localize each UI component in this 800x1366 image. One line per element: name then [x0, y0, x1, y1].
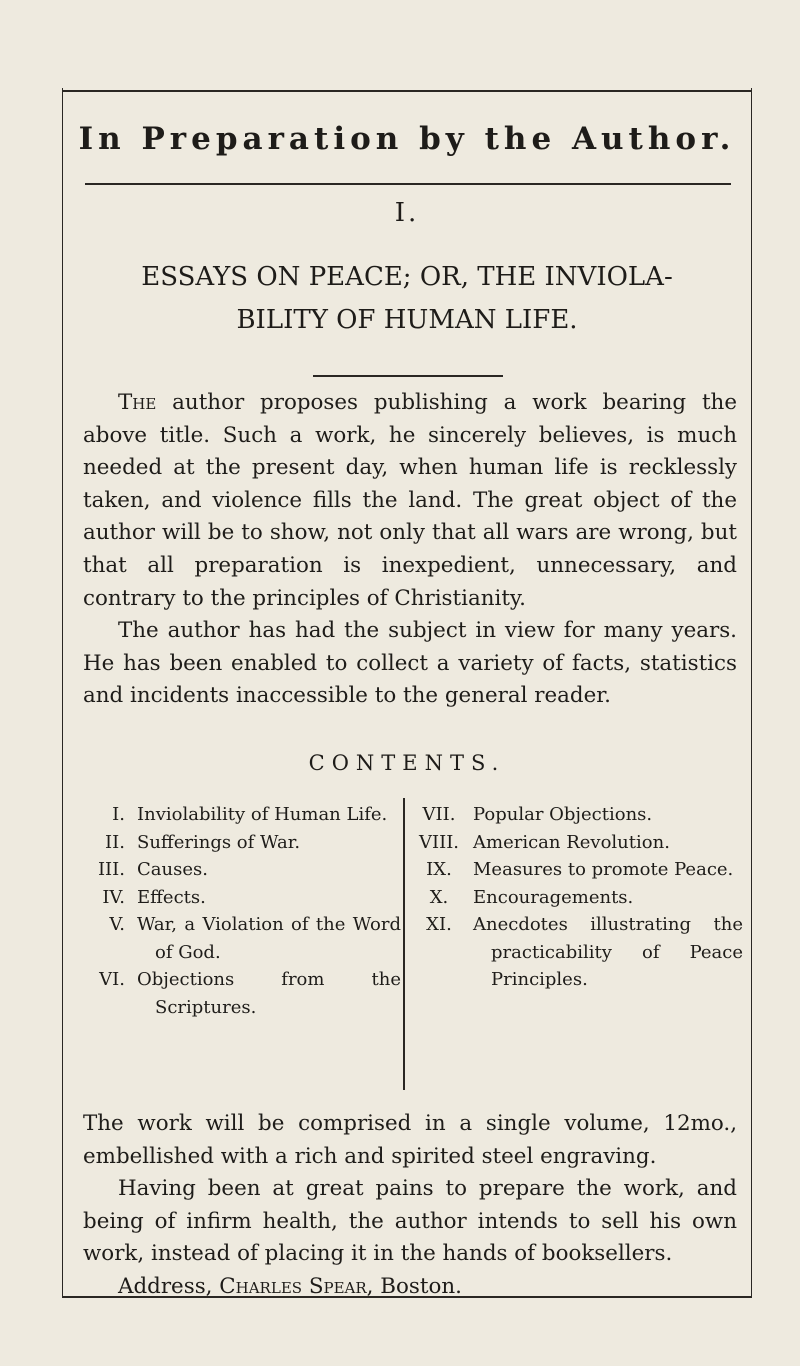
toc-item-label: Objections from the Scriptures. — [137, 969, 401, 1018]
toc-item — [413, 911, 743, 994]
toc-item-number: IX. — [426, 859, 452, 880]
toc-item-number: X. — [429, 886, 449, 908]
toc-item — [91, 856, 401, 884]
toc-item — [413, 829, 743, 857]
toc-item — [91, 884, 401, 912]
toc-item — [413, 884, 743, 912]
toc-item-number: V. — [109, 914, 125, 935]
toc-item — [413, 801, 743, 829]
toc-item-number: XI. — [426, 914, 452, 935]
title-line-2: BILITY OF HUMAN LIFE. — [236, 305, 578, 335]
toc-item-number: II. — [105, 831, 125, 853]
toc-item — [91, 966, 401, 1021]
toc-item-label: Popular Objections. — [473, 804, 653, 825]
toc-item-label: Causes. — [137, 859, 208, 880]
toc-right-column — [413, 801, 743, 994]
toc-item-label: Anecdotes illustrating the practicability of Peace Principles. — [473, 914, 743, 990]
toc-item-number: III. — [97, 859, 125, 880]
address-suffix: , Boston. — [366, 1273, 462, 1299]
contents-heading: CONTENTS. — [308, 751, 506, 775]
toc-item-number: IV. — [102, 886, 125, 908]
title-rule — [313, 375, 503, 377]
toc-item-label: Sufferings of War. — [137, 831, 301, 853]
toc-item-number: VII. — [422, 804, 456, 825]
toc-left-column — [91, 801, 401, 1021]
toc-item-label: Encouragements. — [473, 886, 634, 908]
intro-lead-word: The — [118, 390, 157, 415]
title-line-1: ESSAYS ON PEACE; OR, THE INVIOLA- — [141, 262, 673, 292]
author-name: Charles Spear — [219, 1273, 367, 1299]
toc-item-label: Effects. — [137, 886, 206, 908]
toc-item-label: War, a Violation of the Word of God. — [137, 914, 401, 963]
toc-item-label: Measures to promote Peace. — [473, 859, 734, 880]
book-title — [83, 256, 731, 342]
toc-column-divider — [403, 798, 405, 1090]
toc-item-label: Inviolability of Human Life. — [137, 804, 388, 825]
intro-paragraph-1-text: author proposes publishing a work bearing the above title. Such a work, he sincerely believes, is much needed at the present day, when human life is recklessly taken, and violence fills the land. The great object of the author will be to show, not only that all wars are wrong, but that all preparation is inexpedient, unnecessary, and contrary to the principles of Christianity. — [83, 390, 737, 611]
closing-paragraph-2: Having been at great pains to prepare the work, and being of infirm health, the author intends to sell his own work, instead of placing it in the hands of booksellers. — [83, 1176, 737, 1267]
advertisement-page — [62, 88, 752, 1298]
toc-item-number: VIII. — [418, 831, 460, 853]
closing-text — [83, 1108, 737, 1304]
toc-item — [91, 911, 401, 966]
intro-paragraph-2: The author has had the subject in view for many years. He has been enabled to collect a variety of facts, statistics and incidents inaccessible to the general reader. — [83, 618, 737, 709]
closing-paragraph-1: The work will be comprised in a single volume, 12mo., embellished with a rich and spirited steel engraving. — [83, 1111, 737, 1169]
intro-text — [83, 387, 737, 713]
page-header: In Preparation by the Author. — [78, 121, 736, 157]
intro-paragraph-1 — [83, 387, 737, 615]
toc-item-label: American Revolution. — [473, 831, 670, 853]
toc-item — [413, 856, 743, 884]
toc-item — [91, 801, 401, 829]
address-prefix: Address, — [118, 1273, 220, 1299]
section-numeral: I. — [394, 198, 420, 228]
header-rule — [85, 183, 731, 185]
toc-item — [91, 829, 401, 857]
toc-item-number: VI. — [99, 969, 125, 990]
toc-item-number: I. — [112, 804, 125, 825]
closing-address — [83, 1271, 737, 1304]
